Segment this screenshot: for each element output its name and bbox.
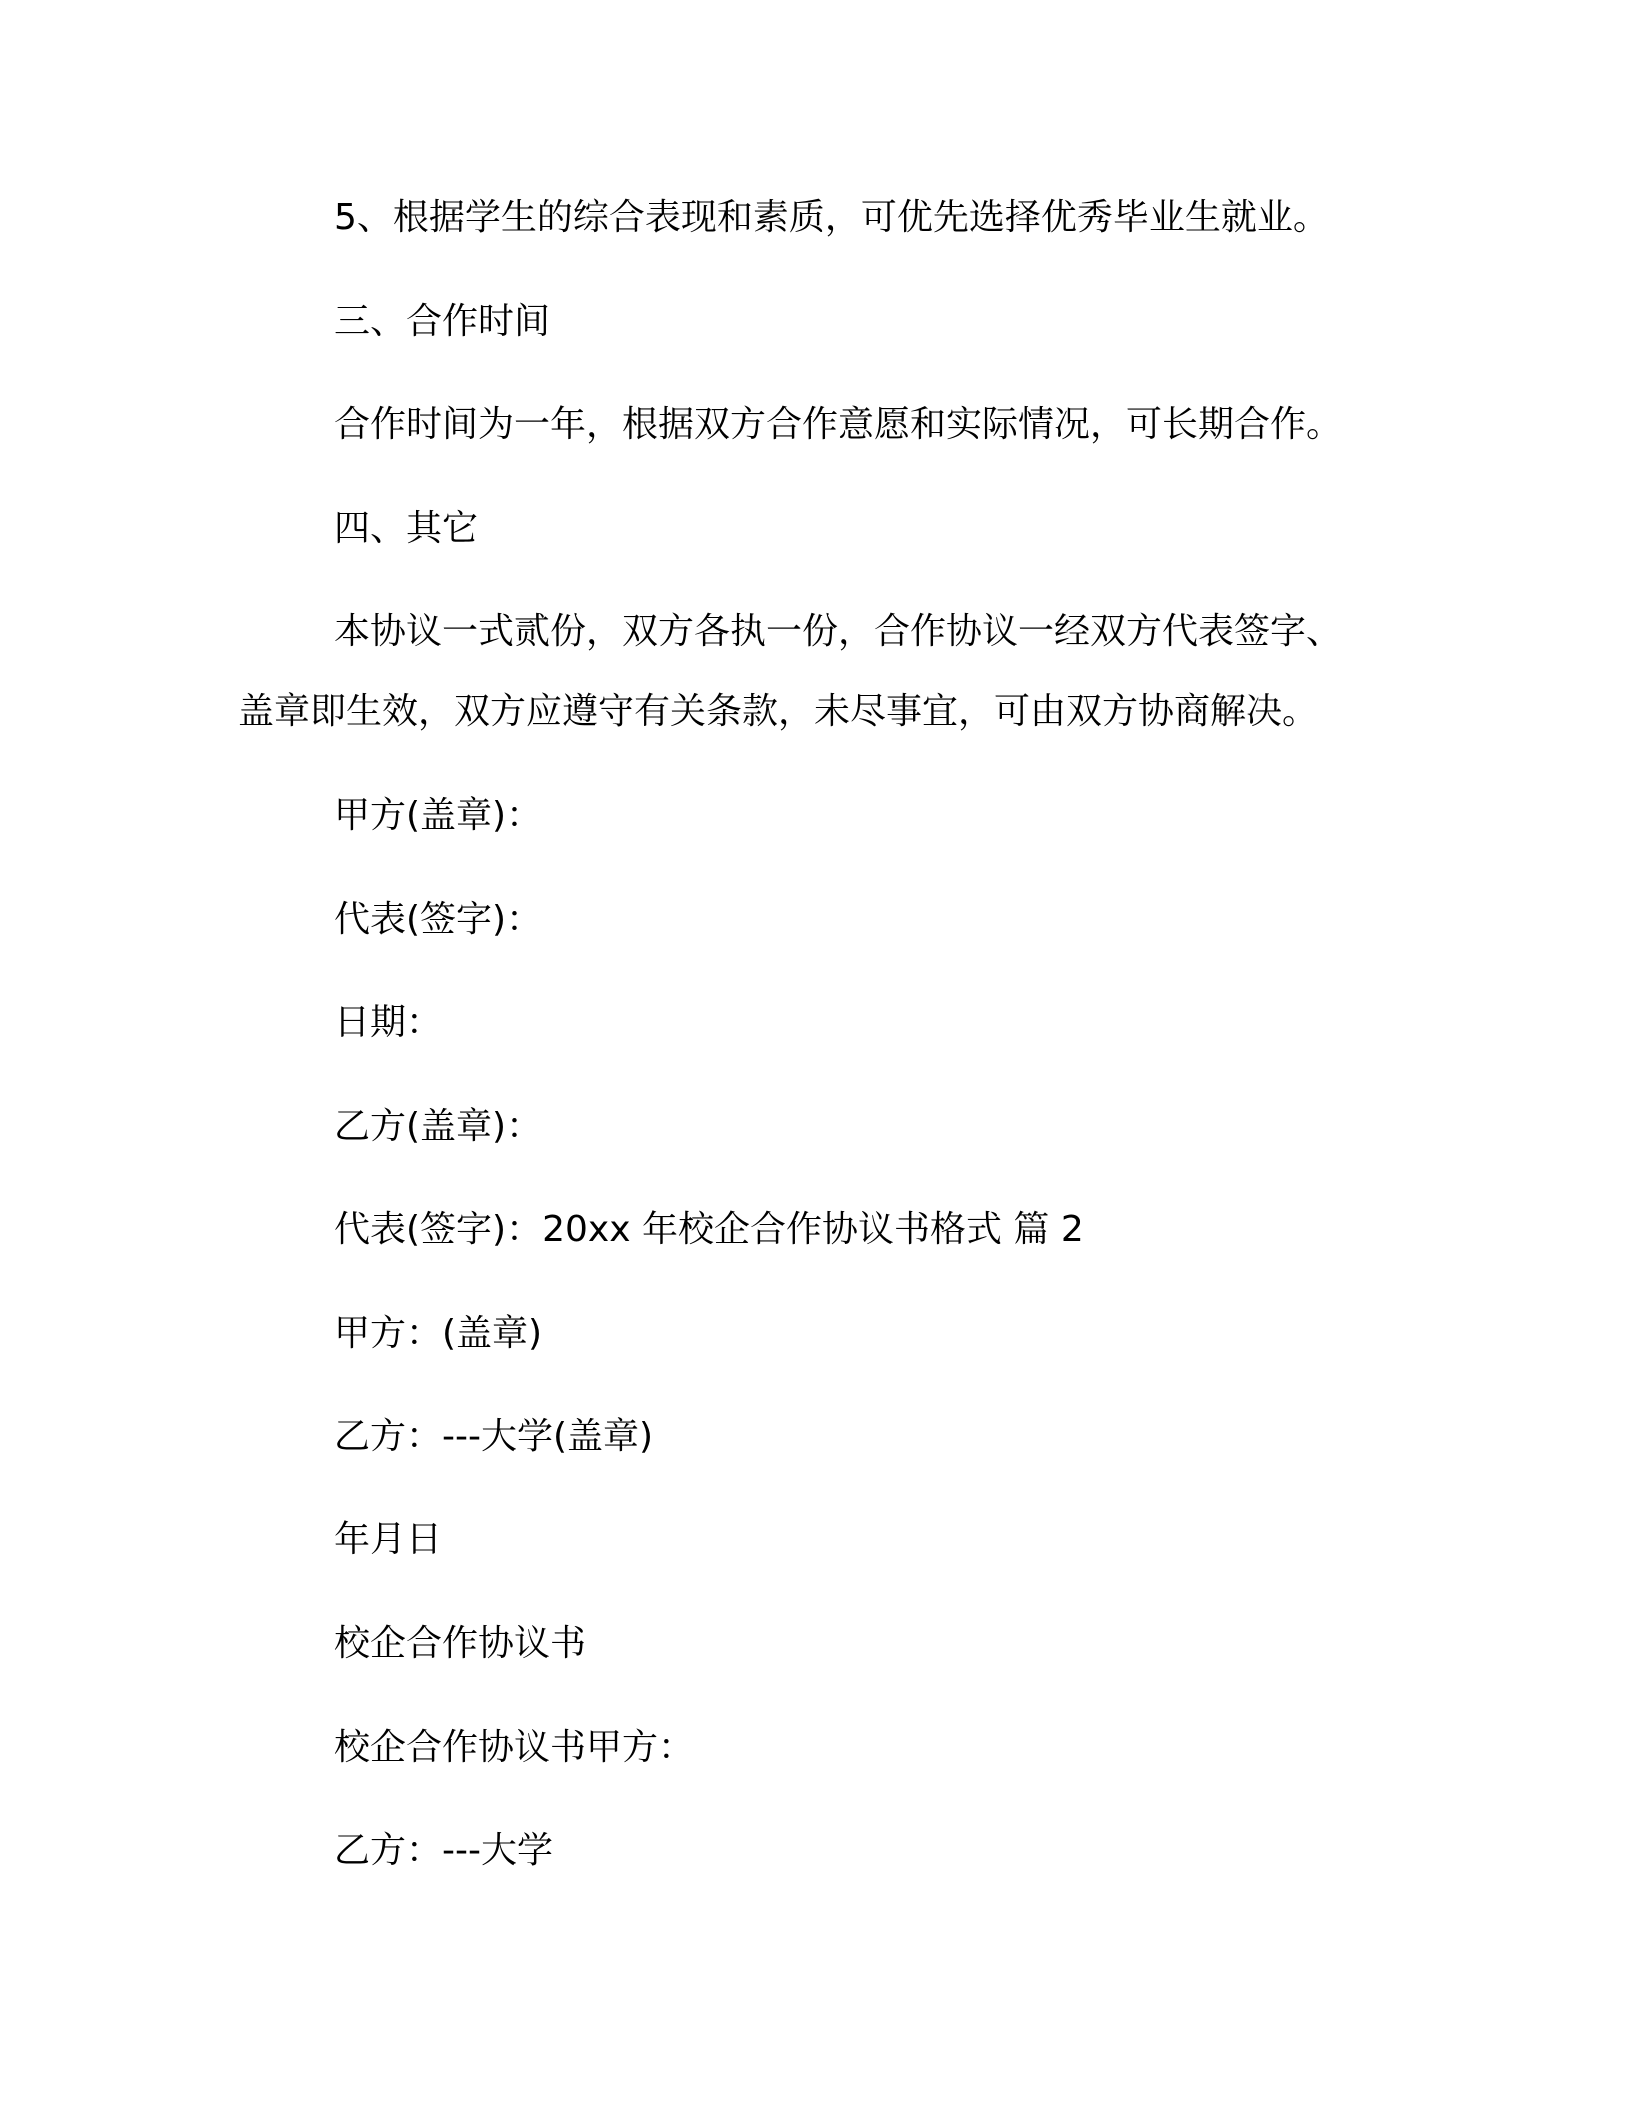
party-a-seal-label: 甲方(盖章)：	[334, 795, 543, 836]
section-4-text-line-1: 本协议一式贰份，双方各执一份，合作协议一经双方代表签字、	[334, 611, 1343, 652]
date-line: 年月日	[334, 1519, 443, 1560]
section-4-text-line-2: 盖章即生效，双方应遵守有关条款，未尽事宜，可由双方协商解决。	[238, 691, 1319, 732]
clause-5-text: 5、根据学生的综合表现和素质，可优先选择优秀毕业生就业。	[334, 197, 1329, 238]
agreement-party-a: 校企合作协议书甲方：	[334, 1727, 695, 1768]
section-4-heading: 四、其它	[334, 508, 479, 549]
party-b-line: 乙方：---大学(盖章)	[334, 1416, 654, 1457]
representative-sign-label: 代表(签字)：	[334, 899, 543, 940]
agreement-party-b: 乙方：---大学	[334, 1830, 553, 1871]
agreement-title: 校企合作协议书	[334, 1623, 587, 1664]
section-3-text: 合作时间为一年，根据双方合作意愿和实际情况，可长期合作。	[334, 404, 1343, 445]
party-a-line: 甲方：(盖章)	[334, 1313, 543, 1354]
representative-title-line: 代表(签字)：20xx 年校企合作协议书格式 篇 2	[334, 1209, 1084, 1250]
party-b-seal-label: 乙方(盖章)：	[334, 1106, 543, 1147]
date-label: 日期：	[334, 1002, 443, 1043]
section-3-heading: 三、合作时间	[334, 301, 551, 342]
